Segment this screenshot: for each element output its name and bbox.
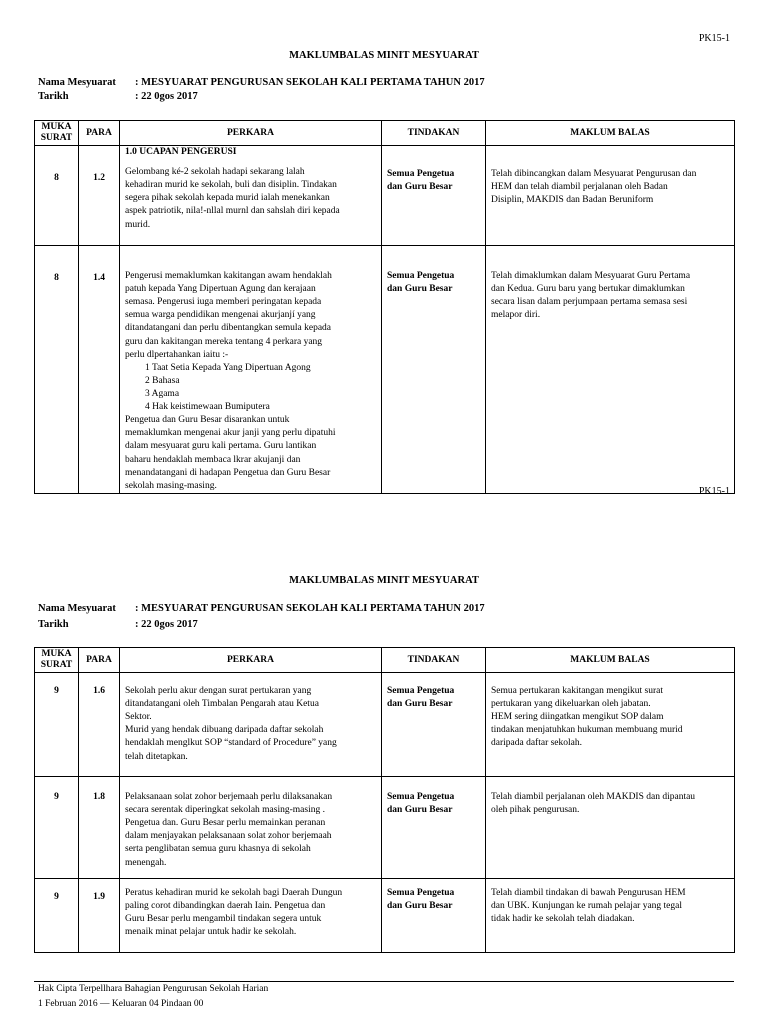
cell-para: 1.2 [79, 146, 120, 246]
col-maklum-balas: MAKLUM BALAS [486, 121, 735, 146]
cell-tindakan: Semua Pengetua dan Guru Besar [382, 146, 486, 246]
cell-perkara: Pelaksanaan solat zohor berjemaah perlu dilaksanakan secara serentak diperingkat sekolah masing-masing . Pengetua dan. Guru Besar perlu memainkan peranan dalam menjayakan pelaksanaan solat zohor berjemaah serta penglibatan semua guru khasnya di sekolah menengah. [120, 777, 382, 879]
meeting-date-value: : 22 0gos 2017 [135, 619, 198, 630]
doc-title: MAKLUMBALAS MINIT MESYUARAT [289, 50, 479, 61]
cell-muka: 8 [35, 246, 79, 494]
cell-tindakan: Semua Pengetua dan Guru Besar [382, 879, 486, 953]
list-item: 2 Bahasa [145, 375, 180, 386]
list-item: 1 Taat Setia Kepada Yang Dipertuan Agong [145, 362, 311, 373]
list-item: 3 Agama [145, 388, 180, 399]
cell-perkara: Peratus kehadiran murid ke sekolah bagi Daerah Dungun paling corot dibandingkan daerah Iain. Pengetua dan Guru Besar perlu mengambil tindakan segera untuk menaik minat pelajar untuk hadir ke sekolah. [120, 879, 382, 953]
cell-muka: 9 [35, 879, 79, 953]
footer-copyright: Hak Cipta Terpellhara Bahagian Pengurusan Sekolah Harian [38, 984, 269, 994]
table-row [35, 146, 735, 246]
cell-para: 1.8 [79, 777, 120, 879]
table-row [35, 673, 735, 777]
col-muka-surat: MUKA SURAT [35, 121, 79, 146]
cell-tindakan: Semua Pengetua dan Guru Besar [382, 246, 486, 494]
col-para: PARA [79, 648, 120, 673]
cell-maklum-balas: Telah diambil perjalanan oleh MAKDIS dan dipantau oleh pihak pengurusan. [486, 777, 735, 879]
cell-maklum-balas: Telah dibincangkan dalam Mesyuarat Pengurusan dan HEM dan telah diambil perjalanan oleh Badan Disiplin, MAKDIS dan Badan Beruniform [486, 146, 735, 246]
cell-muka: 9 [35, 777, 79, 879]
minutes-table-page1 [34, 120, 735, 494]
col-muka-surat: MUKA SURAT [35, 648, 79, 673]
cell-para: 1.4 [79, 246, 120, 494]
table-row [35, 777, 735, 879]
cell-para: 1.6 [79, 673, 120, 777]
minutes-table-page2 [34, 647, 735, 953]
table-header-row [35, 648, 735, 673]
col-maklum-balas: MAKLUM BALAS [486, 648, 735, 673]
meeting-date-value: : 22 0gos 2017 [135, 91, 198, 102]
footer-divider [34, 981, 734, 982]
list-item: 4 Hak keistimewaan Bumiputera [145, 402, 270, 413]
col-perkara: PERKARA [120, 648, 382, 673]
cell-perkara: Pengerusi memaklumkan kakitangan awam hendaklah patuh kepada Yang Dipertuan Agung dan kerajaan semasa. Pengerusi iuga memberi peringatan kepada semua warga pendidikan mengenai akurjanjí yang ditandatangani dan perlu dibentangkan semula kepada guru dan kakitangan mereka tentang 4 perkara yang perlu dlpertahankan iaitu :- 1 Taat Setia Kepada Yang Dipertuan Agong 2 Bahasa 3 Agama 4 Hak keistimewaan Bumiputera Pengetua dan Guru Besar disarankan untuk memaklumkan mengenai akur janji yang perlu dipatuhi dalam mesyuarat guru kali pertama. Guru lantikan baharu hendaklah membaca lkrar akujanji dan menandatangani di hadapan Pengetua dan Guru Besar sekolah masing-masing. [120, 246, 382, 494]
meeting-name-value: : MESYUARAT PENGURUSAN SEKOLAH KALI PERTAMA TAHUN 2017 [135, 77, 485, 88]
cell-muka: 9 [35, 673, 79, 777]
col-tindakan: TINDAKAN [382, 121, 486, 146]
cell-para: 1.9 [79, 879, 120, 953]
meeting-date-label: Tarikh [38, 91, 69, 102]
col-tindakan: TINDAKAN [382, 648, 486, 673]
cell-maklum-balas: Telah diambil tindakan di bawah Pengurusan HEM dan UBK. Kunjungan ke rumah pelajar yang tegal tidak hadir ke sekolah telah diadakan. [486, 879, 735, 953]
cell-tindakan: Semua Pengetua dan Guru Besar [382, 673, 486, 777]
table-row [35, 246, 735, 494]
meeting-name-label: Nama Mesyuarat [38, 77, 116, 88]
cell-maklum-balas: Semua pertukaran kakitangan mengikut surat pertukaran yang dikeluarkan oleh jabatan. HEM sering diingatkan mengikut SOP dalam tindakan menjatuhkan hukuman membuang murid daripada daftar sekolah. [486, 673, 735, 777]
meeting-date-label: Tarikh [38, 619, 69, 630]
table-row [35, 879, 735, 953]
table-header-row [35, 121, 735, 146]
cell-perkara: Sekolah perlu akur dengan surat pertukaran yang ditandatangani oleh Timbalan Pengarah atau Ketua Sektor. Murid yang hendak dibuang daripada daftar sekolah hendaklah menglkut SOP “standard of Procedure” yang telah ditetapkan. [120, 673, 382, 777]
col-para: PARA [79, 121, 120, 146]
doc-title: MAKLUMBALAS MINIT MESYUARAT [289, 575, 479, 586]
form-code: PK15-1 [698, 486, 730, 497]
footer-issue: 1 Februan 2016 — Keluaran 04 Pindaan 00 [38, 999, 204, 1009]
cell-muka: 8 [35, 146, 79, 246]
meeting-name-value: : MESYUARAT PENGURUSAN SEKOLAH KALI PERTAMA TAHUN 2017 [135, 603, 485, 614]
col-perkara: PERKARA [120, 121, 382, 146]
section-heading: 1.0 UCAPAN PENGERUSI [125, 147, 237, 157]
form-code: PK15-1 [698, 33, 730, 44]
cell-tindakan: Semua Pengetua dan Guru Besar [382, 777, 486, 879]
meeting-name-label: Nama Mesyuarat [38, 603, 116, 614]
cell-perkara: 1.0 UCAPAN PENGERUSI Gelombang ké-2 sekolah hadapi sekarang lalah kehadiran murid ke sekolah, buli dan disiplin. Tindakan segera pihak sekolah kepada murid ialah menekankan aspek patriotik, nila!-nllal murnl dan sahslah diri kepada murid. [120, 146, 382, 246]
cell-maklum-balas: Telah dimaklumkan dalam Mesyuarat Guru Pertama dan Kedua. Guru baru yang bertukar dimaklumkan secara lisan dalam perjumpaan pertama semasa sesi melapor diri. [486, 246, 735, 494]
